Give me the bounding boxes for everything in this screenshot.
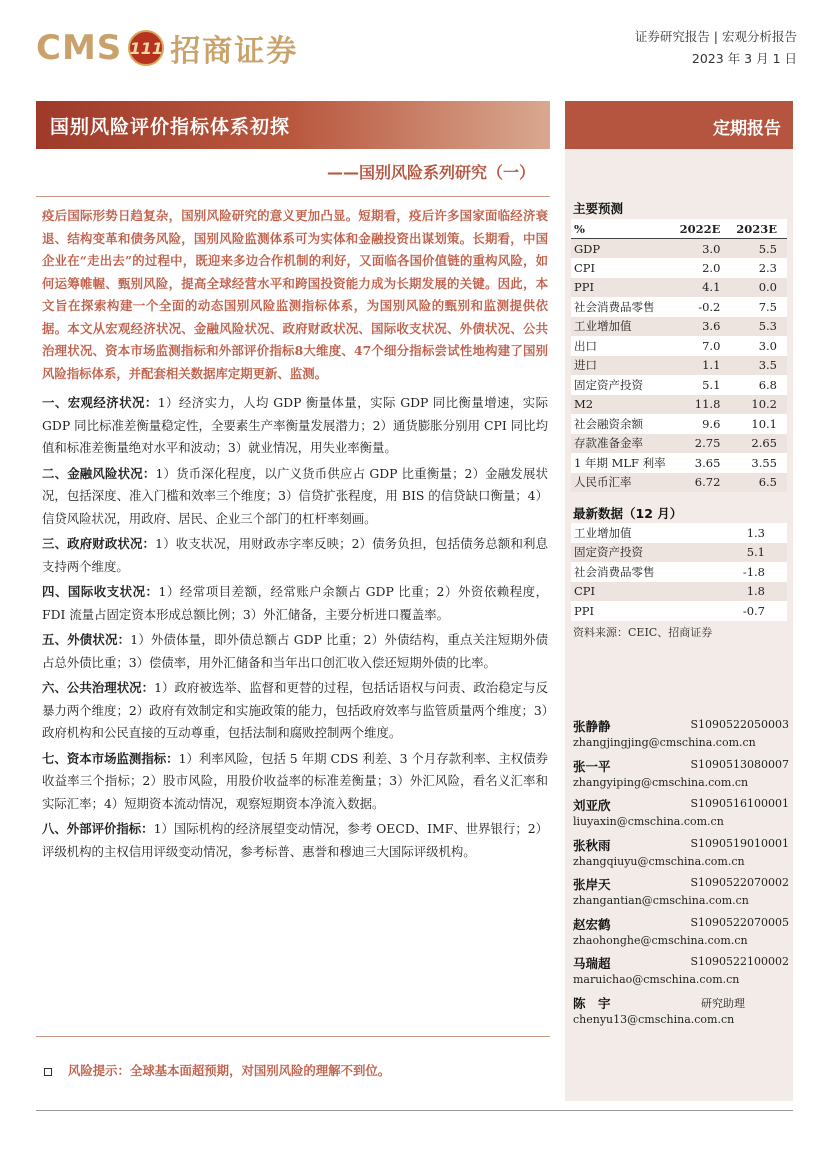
table-cell: 9.6: [674, 414, 731, 434]
section-heading: 七、资本市场监测指标：: [42, 750, 179, 766]
analyst-entry: [573, 873, 789, 913]
report-label: 定期报告: [713, 119, 781, 139]
table-row: [571, 414, 787, 434]
section-body: 1）收支状况，用财政赤字率反映；2）债务负担，包括债务总额和利息支持两个维度。: [42, 536, 548, 574]
analyst-name: 赵宏鹤: [573, 916, 611, 932]
analyst-license: S1090522070002: [690, 876, 789, 889]
table-cell: -0.7: [711, 601, 787, 621]
table-cell: 1.1: [674, 356, 731, 376]
table-cell: 1.3: [711, 523, 787, 543]
table-row: [571, 375, 787, 395]
table-row: [571, 278, 787, 298]
analyst-name: 刘亚欣: [573, 798, 611, 813]
analyst-email[interactable]: maruichao@cmschina.com.cn: [573, 973, 740, 986]
table-cell: 10.1: [730, 414, 787, 434]
analyst-license: S1090519010001: [690, 836, 789, 850]
analyst-entry: [573, 913, 789, 953]
analyst-email[interactable]: liuyaxin@cmschina.com.cn: [573, 815, 724, 828]
section-paragraph: [42, 629, 548, 674]
table-cell: CPI: [571, 582, 711, 602]
forecast-table: [571, 219, 787, 492]
analyst-name: 张静静: [573, 719, 611, 734]
table-cell: 存款准备金率: [571, 434, 674, 454]
logo-emblem-icon: 111: [128, 30, 164, 66]
table-row: [571, 582, 787, 602]
analyst-license: S1090522100002: [690, 955, 789, 968]
table-row: [571, 395, 787, 415]
table-row: [571, 239, 787, 259]
table-row: [571, 523, 787, 543]
table-cell: 3.0: [674, 239, 731, 259]
table-cell: 0.0: [730, 278, 787, 298]
analyst-name: 陈 宇: [573, 995, 611, 1011]
table-cell: 11.8: [674, 395, 731, 415]
section-body: 1）政府被选举、监督和更替的过程，包括话语权与问责、政治稳定与反暴力两个维度；2）政府有效制定和实施政策的能力，包括政府效率与监管质量两个维度；3）政府机构和公民直接的互动尊重，包括法制和腐败控制两个维度。: [42, 680, 548, 740]
section-heading: 四、国际收支状况：: [42, 584, 159, 599]
table-cell: 社会消费品零售: [571, 297, 674, 317]
data-source: 资料来源：CEIC、招商证券: [573, 626, 713, 639]
table-cell: 进口: [571, 356, 674, 376]
table-cell: PPI: [571, 601, 711, 621]
section-paragraph: [42, 392, 548, 460]
table-row: [571, 258, 787, 278]
logo-text: CMS: [36, 28, 123, 68]
report-type: 证券研究报告 | 宏观分析报告: [634, 29, 797, 44]
table-header-row: [571, 219, 787, 239]
table-row: [571, 336, 787, 356]
analyst-entry: [573, 992, 789, 1032]
sections: [42, 392, 548, 866]
analyst-email[interactable]: zhaohonghe@cmschina.com.cn: [573, 933, 748, 947]
analyst-list: [573, 715, 789, 1031]
section-body: 1）利率风险，包括 5 年期 CDS 利差、3 个月存款利率、主权债券收益率三个指标；2）股市风险，用股价收益率的标准差衡量；3）外汇风险，看名义汇率和实际汇率；4）短期资本流动情况，观察短期资本净流入数据。: [42, 750, 548, 811]
table-row: [571, 453, 787, 473]
table-header-cell: 2023E: [730, 219, 787, 239]
report-title: 国别风险评价指标体系初探: [50, 116, 291, 138]
table-cell: 3.5: [730, 356, 787, 376]
page-header: [0, 0, 827, 90]
section-heading: 六、公共治理状况：: [42, 680, 155, 695]
table-row: [571, 473, 787, 493]
table-cell: 7.0: [674, 336, 731, 356]
title-band: [36, 101, 550, 149]
section-body: 1）经济实力，人均 GDP 衡量体量，实际 GDP 同比衡量增速，实际 GDP 同比标准差衡量稳定性，全要素生产率衡量发展潜力；2）通货膨胀分别用 CPI 同比均值和标准差衡量绝对水平和波动；3）就业情况，用失业率衡量。: [42, 395, 548, 455]
table-cell: 1.8: [711, 582, 787, 602]
table-cell: 10.2: [730, 395, 787, 415]
report-label-band: [565, 101, 793, 149]
section-body: 1）外债体量，即外债总额占 GDP 比重；2）外债结构，重点关注短期外债占总外债比重；3）偿债率，用外汇储备和当年出口创汇收入偿还短期外债的比率。: [42, 632, 548, 670]
table-header-cell: 2022E: [674, 219, 731, 239]
table-header-cell: %: [571, 219, 674, 239]
table-row: [571, 297, 787, 317]
analyst-name: 张岸天: [573, 877, 611, 892]
table-cell: 3.0: [730, 336, 787, 356]
section-body: 1）经常项目差额，经常账户余额占 GDP 比重；2）外资依赖程度，FDI 流量占固定资本形成总额比例；3）外汇储备，主要分析进口覆盖率。: [42, 584, 548, 622]
section-heading: 三、政府财政状况：: [42, 536, 156, 551]
checkbox-icon: [44, 1068, 52, 1076]
table-cell: 6.72: [674, 473, 731, 493]
table-cell: 人民币汇率: [571, 473, 674, 493]
table-cell: 6.8: [730, 375, 787, 395]
table-cell: 2.0: [674, 258, 731, 278]
divider: [36, 196, 550, 197]
risk-text: 风险提示：全球基本面超预期，对国别风险的理解不到位。: [68, 1063, 391, 1078]
table-cell: 1 年期 MLF 利率: [571, 453, 674, 473]
table-cell: 固定资产投资: [571, 543, 711, 563]
analyst-entry: [573, 794, 789, 834]
table-cell: 社会融资余额: [571, 414, 674, 434]
table-cell: GDP: [571, 239, 674, 259]
table-cell: -1.8: [711, 562, 787, 582]
section-paragraph: [42, 818, 548, 863]
risk-warning: [44, 1061, 390, 1079]
analyst-license: S1090513080007: [690, 757, 789, 771]
abstract: 疫后国际形势日趋复杂，国别风险研究的意义更加凸显。短期看，疫后许多国家面临经济衰退、结构变革和债务风险，国别风险监测体系可为实体和金融投资出谋划策。长期看，中国企业在“走出去”的过程中，既迎来多边合作机制的利好，又面临各国价值链的重构风险，如何运筹帷幄、甄别风险，提高全球经营水平和跨国投资能力成为长期发展的关键。因此，本文旨在探索构建一个全面的动态国别风险监测指标体系，为国别风险的甄别和监测提供依据。本文从宏观经济状况、金融风险状况、政府财政状况、国际收支状况、外债状况、公共治理状况、资本市场监测指标和外部评价指标8大维度、47个细分指标尝试性地构建了国别风险指标体系，并配套相关数据库定期更新、监测。: [42, 208, 548, 381]
table-row: [571, 356, 787, 376]
analyst-license: 研究助理: [701, 996, 745, 1010]
table-cell: 社会消费品零售: [571, 562, 711, 582]
section-paragraph: [42, 748, 548, 816]
table-cell: 固定资产投资: [571, 375, 674, 395]
analyst-email[interactable]: chenyu13@cmschina.com.cn: [573, 1012, 735, 1026]
table-cell: 4.1: [674, 278, 731, 298]
table-row: [571, 562, 787, 582]
table-cell: -0.2: [674, 297, 731, 317]
table-cell: PPI: [571, 278, 674, 298]
table-row: [571, 543, 787, 563]
analyst-entry: [573, 834, 789, 874]
table-cell: 2.3: [730, 258, 787, 278]
section-paragraph: [42, 533, 548, 578]
header-meta: [635, 26, 797, 70]
analyst-email[interactable]: zhangjingjing@cmschina.com.cn: [573, 736, 756, 749]
report-date: 2023 年 3 月 1 日: [691, 51, 797, 66]
table-cell: 7.5: [730, 297, 787, 317]
section-paragraph: [42, 677, 548, 745]
analyst-license: S1090522070005: [690, 915, 789, 929]
analyst-entry: [573, 952, 789, 992]
latest-data-table: [571, 523, 787, 621]
analyst-entry: [573, 755, 789, 795]
analyst-name: 张一平: [573, 758, 611, 774]
analyst-email[interactable]: zhangyiping@cmschina.com.cn: [573, 775, 749, 789]
table-row: [571, 317, 787, 337]
table-cell: 5.5: [730, 239, 787, 259]
table-cell: CPI: [571, 258, 674, 278]
table-cell: 6.5: [730, 473, 787, 493]
forecast-title: 主要预测: [573, 201, 624, 216]
analyst-license: S1090522050003: [690, 718, 789, 731]
latest-data-title: 最新数据（12 月）: [573, 506, 683, 521]
table-cell: 2.75: [674, 434, 731, 454]
table-cell: M2: [571, 395, 674, 415]
sidebar-top-fill: [565, 149, 793, 193]
section-paragraph: [42, 581, 548, 626]
logo-company-name: 招商证券: [170, 34, 299, 69]
analyst-email[interactable]: zhangqiuyu@cmschina.com.cn: [573, 854, 745, 868]
table-row: [571, 434, 787, 454]
cms-logo: [36, 26, 298, 70]
table-cell: 工业增加值: [571, 523, 711, 543]
section-paragraph: [42, 463, 548, 531]
analyst-entry: [573, 715, 789, 755]
table-cell: 3.6: [674, 317, 731, 337]
section-body: 1）国际机构的经济展望变动情况，参考 OECD、IMF、世界银行；2）评级机构的主权信用评级变动情况，参考标普、惠誉和穆迪三大国际评级机构。: [42, 821, 548, 859]
table-cell: 2.65: [730, 434, 787, 454]
table-cell: 5.3: [730, 317, 787, 337]
analyst-email[interactable]: zhangantian@cmschina.com.cn: [573, 894, 749, 907]
section-heading: 一、宏观经济状况：: [42, 395, 158, 410]
analyst-name: 马瑞超: [573, 956, 611, 971]
analyst-license: S1090516100001: [690, 797, 789, 810]
section-heading: 五、外债状况：: [42, 632, 131, 647]
footer-line: [36, 1110, 793, 1111]
divider: [36, 1036, 550, 1037]
table-cell: 5.1: [711, 543, 787, 563]
report-subtitle: ——国别风险系列研究（一）: [326, 163, 535, 182]
table-cell: 工业增加值: [571, 317, 674, 337]
table-row: [571, 601, 787, 621]
analyst-name: 张秋雨: [573, 837, 611, 853]
table-cell: 5.1: [674, 375, 731, 395]
table-cell: 3.55: [730, 453, 787, 473]
table-cell: 出口: [571, 336, 674, 356]
section-body: 1）货币深化程度，以广义货币供应占 GDP 比重衡量；2）金融发展状况，包括深度、准入门槛和效率三个维度；3）信贷扩张程度，用 BIS 的信贷缺口衡量；4）信贷风险状况，用政府、居民、企业三个部门的杠杆率刻画。: [42, 465, 548, 526]
section-heading: 二、金融风险状况：: [42, 465, 156, 481]
section-heading: 八、外部评价指标：: [42, 821, 154, 836]
table-cell: 3.65: [674, 453, 731, 473]
sidebar: [565, 193, 793, 1101]
